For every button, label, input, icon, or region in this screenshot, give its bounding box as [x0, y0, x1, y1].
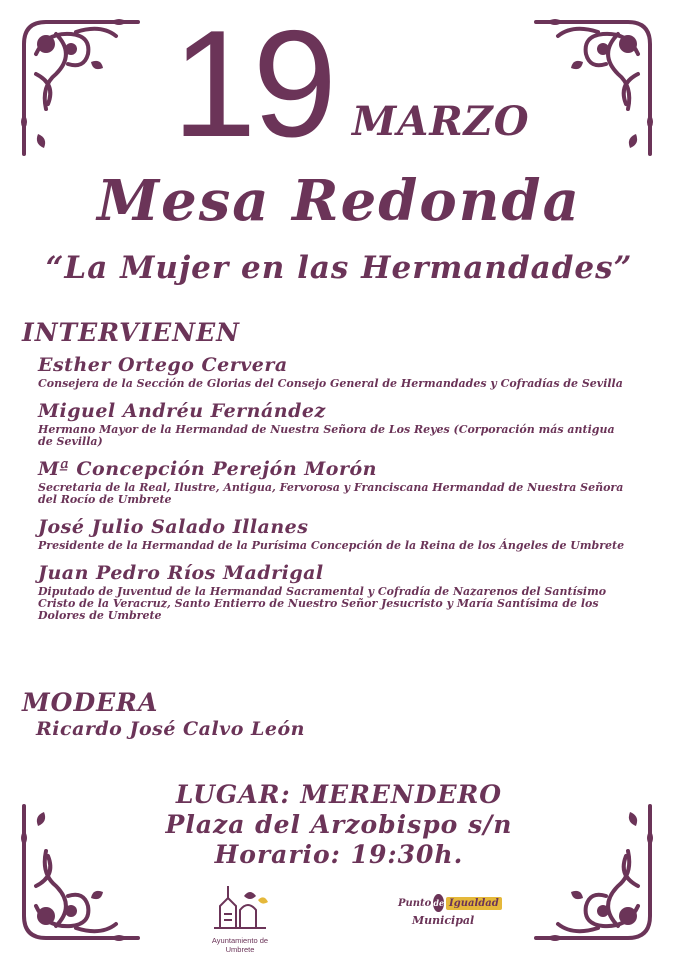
ornament-top-left-icon	[16, 14, 146, 164]
participant-item	[38, 398, 648, 448]
logo-word-punto: Punto	[398, 897, 432, 909]
participant-name: Miguel Andréu Fernández	[38, 400, 326, 422]
venue-place: LUGAR: MERENDERO	[175, 780, 503, 809]
logo-word-igualdad: Igualdad	[446, 897, 502, 910]
participant-role: Diputado de Juventud de la Hermandad Sacramental y Cofradía de Nazarenos del Santísimo Cristo de la Veracruz, Santo Entierro de Nuestro Señor Jesucristo y María Santísima de los Dolores de Umbrete	[38, 585, 607, 622]
participant-item	[38, 514, 648, 552]
town-hall-caption: Ayuntamiento de Umbrete	[211, 936, 269, 954]
participant-role: Consejera de la Sección de Glorias del Consejo General de Hermandades y Cofradías de Sevilla	[38, 377, 623, 390]
participant-role: Hermano Mayor de la Hermandad de Nuestra Señora de Los Reyes (Corporación más antigua de Sevilla)	[38, 423, 615, 448]
participant-item	[38, 456, 648, 506]
moderator-name: Ricardo José Calvo León	[36, 718, 305, 740]
logo-word-municipal: Municipal	[412, 914, 475, 927]
logo-word-de: de	[433, 894, 444, 912]
venue-address: Plaza del Arzobispo s/n	[165, 810, 513, 839]
participants-list	[38, 352, 648, 630]
participant-name: José Julio Salado Illanes	[38, 516, 309, 538]
participant-item	[38, 560, 648, 622]
participant-name: Mª Concepción Perejón Morón	[38, 458, 377, 480]
town-hall-logo-icon	[210, 880, 270, 932]
participant-role: Secretaria de la Real, Ilustre, Antigua, Fervorosa y Franciscana Hermandad de Nuestra Señora del Rocío de Umbrete	[38, 481, 624, 506]
ornament-top-right-icon	[528, 14, 658, 164]
event-subtitle: “La Mujer en las Hermandades”	[45, 250, 633, 286]
participant-item	[38, 352, 648, 390]
participants-heading: INTERVIENEN	[22, 318, 240, 347]
participant-name: Juan Pedro Ríos Madrigal	[38, 562, 324, 584]
event-month: MARZO	[352, 98, 530, 145]
moderator-heading: MODERA	[22, 688, 159, 717]
equality-point-logo	[398, 894, 499, 942]
town-hall-logo	[200, 880, 280, 954]
event-day: 19	[172, 0, 334, 169]
equality-point-logo-icon	[398, 894, 499, 912]
participant-name: Esther Ortego Cervera	[38, 354, 288, 376]
venue-time: Horario: 19:30h.	[214, 840, 464, 869]
event-title: Mesa Redonda	[97, 168, 581, 234]
participant-role: Presidente de la Hermandad de la Purísima Concepción de la Reina de los Ángeles de Umbrete	[38, 539, 625, 552]
